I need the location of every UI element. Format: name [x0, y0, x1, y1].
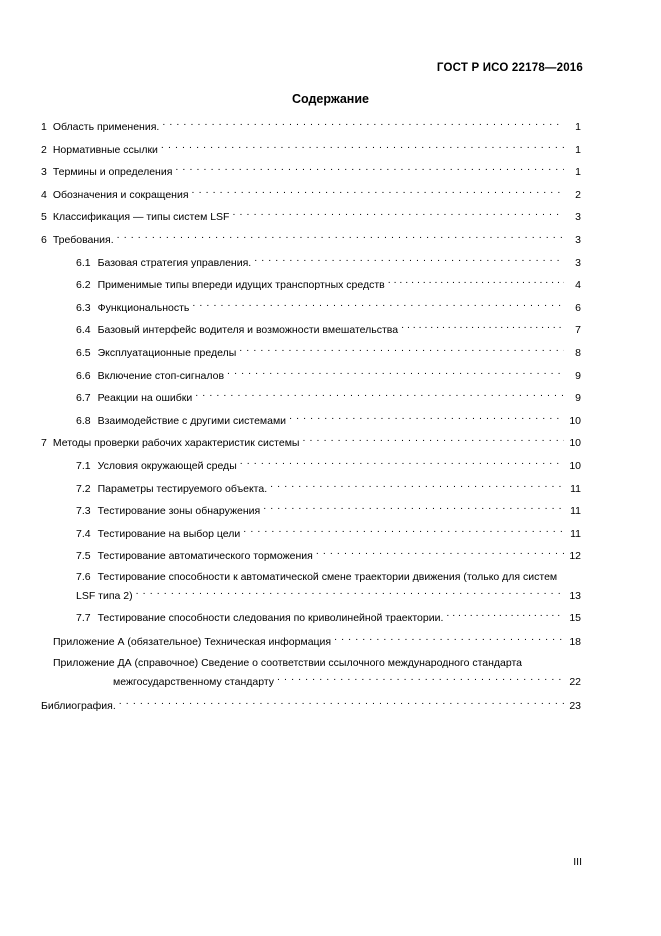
toc-entry[interactable]	[41, 367, 581, 383]
toc-entry-page: 3	[575, 256, 581, 269]
toc-leader	[316, 547, 564, 559]
toc-entry-number: 2	[41, 143, 47, 156]
toc-leader	[192, 299, 564, 311]
toc-entry[interactable]	[41, 434, 581, 450]
toc-leader	[243, 525, 564, 537]
toc-leader	[195, 389, 564, 401]
toc-entry[interactable]	[41, 163, 581, 179]
toc-entry-page: 9	[575, 369, 581, 382]
toc-entry-page: 11	[570, 527, 581, 540]
toc-leader	[227, 367, 564, 379]
toc-entry-number: 6.4	[76, 324, 91, 337]
toc-entry-label-continued: LSF типа 2)	[76, 589, 133, 602]
toc-entry[interactable]	[41, 609, 581, 625]
toc-entry[interactable]	[41, 141, 581, 157]
toc-entry[interactable]	[41, 321, 581, 337]
toc-leader	[334, 633, 564, 645]
toc-entry-page: 10	[569, 414, 581, 427]
toc-entry-page: 8	[575, 346, 581, 359]
toc-entry-label: Применимые типы впереди идущих транспортных средств	[97, 279, 385, 292]
toc-entry-number: 7.4	[76, 527, 91, 540]
toc-entry-page: 12	[569, 550, 581, 563]
toc-leader	[119, 697, 564, 709]
page-title: Содержание	[291, 92, 369, 106]
toc-entry-number: 1	[41, 121, 47, 133]
toc-entry-number: 6.3	[76, 301, 91, 314]
toc-entry-label: Тестирование зоны обнаружения	[97, 505, 261, 518]
toc-entry[interactable]	[41, 547, 581, 563]
toc-entry-page: 2	[575, 188, 581, 201]
toc-entry-label: Тестирование способности следования по криволинейной траектории.	[97, 612, 444, 625]
toc-leader	[232, 208, 564, 220]
toc-leader	[446, 609, 564, 621]
toc-entry-number: 7.7	[76, 612, 91, 625]
toc-leader	[270, 480, 564, 492]
toc-entry[interactable]	[41, 633, 581, 649]
toc-entry[interactable]	[41, 570, 581, 603]
toc-entry-number: 7.3	[76, 505, 91, 518]
toc-entry[interactable]	[41, 656, 581, 689]
toc-leader	[239, 344, 564, 356]
toc-entry-label: Термины и определения	[52, 166, 173, 179]
toc-leader	[401, 321, 564, 333]
toc-entry-label: Обозначения и сокращения	[52, 188, 189, 201]
toc-entry-page: 1	[575, 121, 581, 133]
toc-leader	[263, 502, 564, 514]
toc-leader	[302, 434, 564, 446]
toc-entry-label: Функциональность	[97, 301, 190, 314]
toc-entry[interactable]	[41, 412, 581, 428]
toc-entry-label: Приложение ДА (справочное) Сведение о соответствии ссылочного международного стандарта	[53, 657, 523, 670]
toc-entry-page: 1	[575, 166, 581, 179]
toc-entry[interactable]	[41, 276, 581, 292]
table-of-contents	[41, 118, 581, 720]
toc-entry-number: 7.5	[76, 550, 91, 563]
toc-entry-number: 6.1	[76, 256, 91, 269]
toc-entry-page: 13	[569, 589, 581, 602]
toc-entry-number: 6.6	[76, 369, 91, 382]
toc-entry-number: 5	[41, 211, 47, 224]
toc-leader	[161, 141, 564, 153]
toc-leader	[136, 587, 564, 599]
toc-entry-page: 10	[569, 459, 581, 472]
toc-entry-number: 7.1	[76, 459, 91, 472]
toc-entry-label: Эксплуатационные пределы	[97, 346, 237, 359]
toc-entry-label: Методы проверки рабочих характеристик системы	[52, 437, 300, 450]
toc-entry-page: 15	[569, 612, 581, 625]
toc-leader	[117, 231, 564, 243]
toc-entry-label: Тестирование на выбор цели	[97, 527, 241, 540]
page-number: III	[573, 856, 582, 868]
toc-leader	[162, 118, 564, 130]
toc-entry-label: Тестирование автоматического торможения	[97, 550, 313, 563]
toc-entry-label: Классификация — типы систем LSF	[52, 211, 230, 224]
toc-entry-page: 1	[575, 143, 581, 156]
standard-id-header: ГОСТ Р ИСО 22178—2016	[436, 62, 583, 74]
toc-entry-page: 3	[575, 233, 581, 246]
toc-leader	[254, 254, 564, 266]
toc-entry-number: 3	[41, 166, 47, 179]
toc-entry[interactable]	[41, 389, 581, 405]
toc-entry-label: Реакции на ошибки	[97, 392, 193, 405]
toc-entry-number: 7.2	[76, 482, 91, 495]
toc-entry-label: Тестирование способности к автоматической смене траектории движения (только для систем	[97, 570, 558, 583]
toc-entry-number: 6.7	[76, 392, 91, 405]
toc-entry[interactable]	[41, 457, 581, 473]
toc-leader	[240, 457, 564, 469]
toc-entry-number: 4	[41, 188, 47, 201]
toc-entry[interactable]	[41, 697, 581, 713]
toc-entry-label: Условия окружающей среды	[97, 459, 237, 472]
toc-entry-label-continued: межгосударственному стандарту	[113, 676, 274, 689]
toc-entry-page: 22	[569, 676, 581, 689]
toc-leader	[277, 673, 564, 685]
toc-entry-page: 9	[575, 392, 581, 405]
toc-entry-label: Взаимодействие с другими системами	[97, 414, 287, 427]
toc-entry-page: 11	[570, 505, 581, 518]
toc-leader	[289, 412, 564, 424]
toc-entry-label: Базовый интерфейс водителя и возможности вмешательства	[97, 324, 399, 337]
toc-entry[interactable]	[41, 118, 581, 134]
toc-entry-label: Параметры тестируемого объекта.	[97, 482, 268, 495]
toc-entry[interactable]	[41, 344, 581, 360]
toc-entry-number: 6.5	[76, 346, 91, 359]
toc-entry-label: Требования.	[52, 233, 114, 246]
toc-entry[interactable]	[41, 525, 581, 541]
toc-entry-label: Нормативные ссылки	[52, 143, 158, 156]
toc-entry-number: 6	[41, 233, 47, 246]
toc-entry-label: Библиография.	[41, 700, 116, 713]
toc-entry-page: 3	[575, 211, 581, 224]
toc-entry-page: 18	[569, 636, 581, 649]
toc-leader	[388, 276, 564, 288]
toc-entry-number: 7	[41, 437, 47, 450]
toc-entry-label: Область применения.	[52, 121, 160, 133]
toc-leader	[192, 186, 564, 198]
toc-entry-label: Приложение А (обязательное) Техническая информация	[53, 636, 332, 649]
toc-entry[interactable]	[41, 299, 581, 315]
toc-entry-page: 23	[569, 700, 581, 713]
toc-entry-label: Базовая стратегия управления.	[97, 256, 252, 269]
toc-entry-number: 6.2	[76, 279, 91, 292]
toc-entry[interactable]	[41, 208, 581, 224]
toc-entry-label: Включение стоп-сигналов	[97, 369, 225, 382]
toc-entry-number: 6.8	[76, 414, 91, 427]
toc-entry-page: 4	[575, 279, 581, 292]
toc-entry-number: 7.6	[76, 570, 91, 583]
toc-entry-page: 7	[575, 324, 581, 337]
toc-leader	[175, 163, 564, 175]
toc-entry[interactable]	[41, 502, 581, 518]
toc-entry-page: 6	[575, 301, 581, 314]
toc-entry[interactable]	[41, 480, 581, 496]
toc-entry-page: 10	[569, 437, 581, 450]
toc-entry-page: 11	[570, 482, 581, 495]
toc-entry[interactable]	[41, 231, 581, 247]
toc-entry[interactable]	[41, 254, 581, 270]
toc-entry[interactable]	[41, 186, 581, 202]
